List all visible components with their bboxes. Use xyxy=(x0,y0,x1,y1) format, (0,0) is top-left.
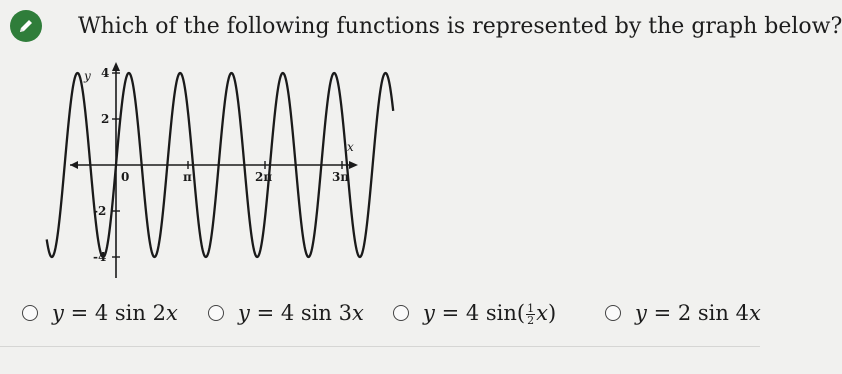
y-axis-label: y xyxy=(84,69,91,83)
radio-button[interactable] xyxy=(208,305,224,321)
divider xyxy=(0,346,760,347)
y-tick-label-2: 2 xyxy=(101,112,110,126)
x-axis-left-arrow xyxy=(70,161,78,169)
choice-formula: y = 2 sin 4x xyxy=(635,301,761,325)
x-axis-right-arrow xyxy=(349,161,358,169)
x-tick-label-pi: π xyxy=(183,170,192,184)
choice-formula: y = 4 sin( $\frac{1}{2}$ x) xyxy=(423,300,557,327)
y-axis-up-arrow xyxy=(112,62,120,71)
y-tick-label-4: 4 xyxy=(101,66,110,80)
fraction-one-half: $\frac{1}{2}$ xyxy=(527,301,535,327)
y-tick-label-neg4: -4 xyxy=(93,250,107,264)
x-tick-label-3pi: 3π xyxy=(332,170,350,184)
x-tick-label-2pi: 2π xyxy=(255,170,273,184)
choice-4sin3x[interactable] xyxy=(208,295,364,331)
radio-button[interactable] xyxy=(393,305,409,321)
radio-button[interactable] xyxy=(605,305,621,321)
choice-2sin4x[interactable] xyxy=(605,295,761,331)
choice-formula: y = 4 sin 2x xyxy=(52,301,178,325)
pencil-icon xyxy=(10,10,42,42)
x-axis-label: x xyxy=(347,140,354,154)
y-tick-label-neg2: -2 xyxy=(93,204,107,218)
question-text: Which of the following functions is represented by the graph below? xyxy=(78,14,842,39)
choice-formula: y = 4 sin 3x xyxy=(238,301,364,325)
origin-label: 0 xyxy=(121,170,130,184)
function-graph xyxy=(70,58,360,278)
radio-button[interactable] xyxy=(22,305,38,321)
choice-4sin-half-x[interactable] xyxy=(393,295,556,331)
answer-choices xyxy=(0,295,760,335)
choice-4sin2x[interactable] xyxy=(22,295,178,331)
